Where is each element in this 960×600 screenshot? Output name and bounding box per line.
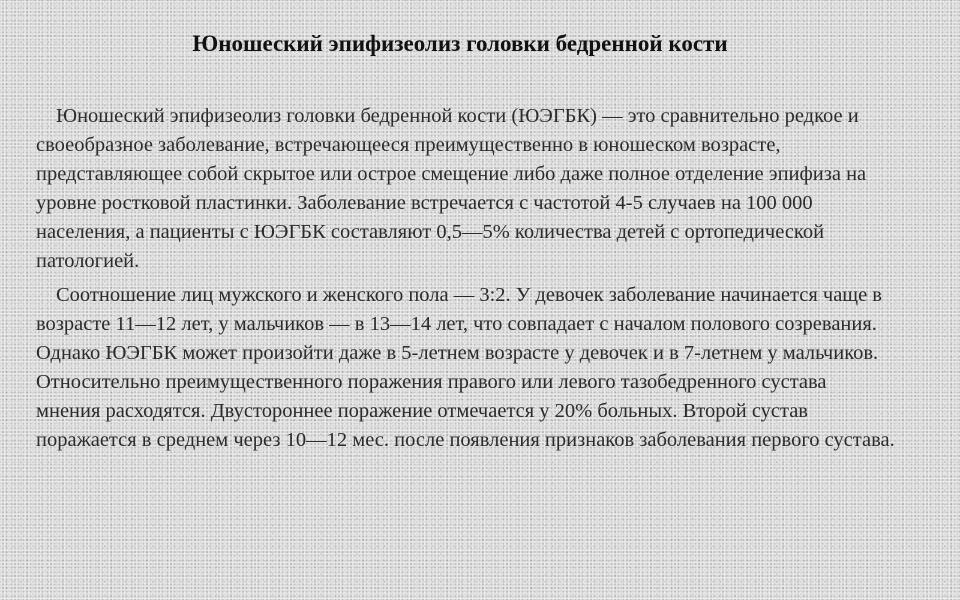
paragraph-2: Соотношение лиц мужского и женского пола — 3:2. У девочек заболевание начинается чаще в возрасте 11—12 лет, у мальчиков — в 13—14 лет, что совпадает с началом полового созревания. Однако ЮЭГБК может произойти даже в 5-летнем возрасте у девочек и в 7-летнем у мальчиков. Относительно преимущественного поражения правого или левого тазобедренного сустава мнения расходятся. Двустороннее поражение отмечается у 20% больных. Второй сустав поражается в среднем через 10—12 мес. после появления признаков заболевания первого сустава. (36, 284, 895, 451)
paragraph-1: Юношеский эпифизеолиз головки бедренной кости (ЮЭГБК) — это сравнительно редкое и своеобразное заболевание, встречающееся преимущественно в юношеском возрасте, представляющее собой скрытое или острое смещение либо даже полное отделение эпифиза на уровне ростковой пластинки. Заболевание встречается с частотой 4-5 случаев на 100 000 населения, а пациенты с ЮЭГБК составляют 0,5—5% количества детей с ортопедической патологией. (36, 105, 867, 272)
slide-body (36, 102, 896, 460)
slide-title: Юношеский эпифизеолиз головки бедренной кости (192, 31, 728, 56)
